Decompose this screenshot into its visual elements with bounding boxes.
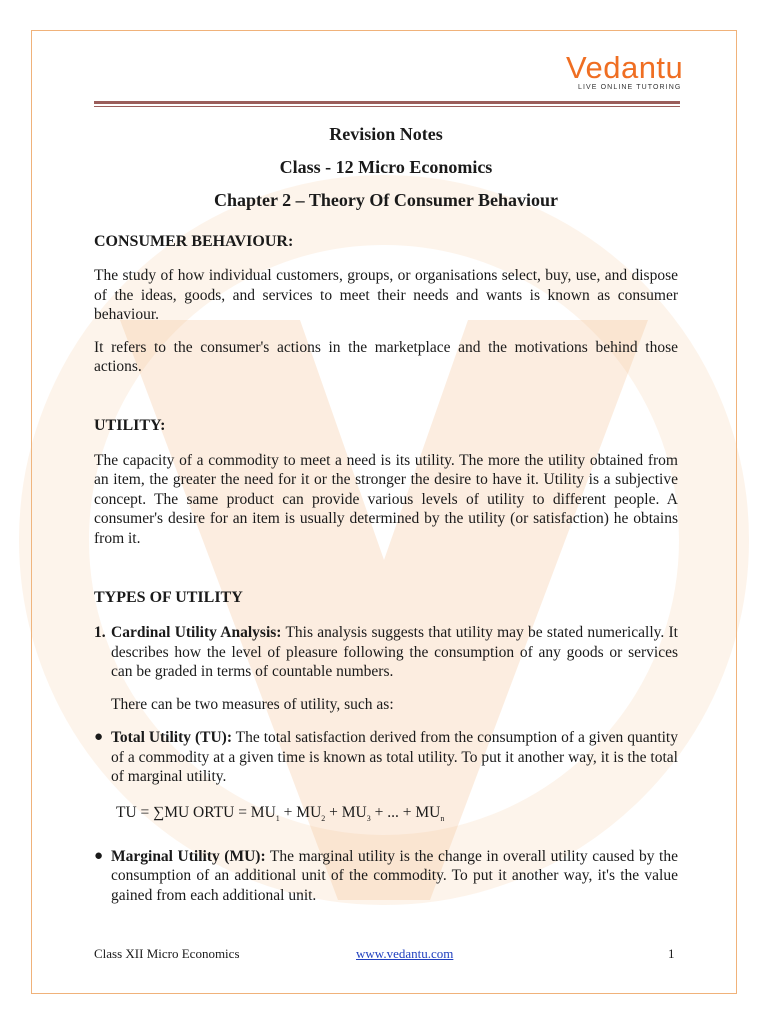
mu-label: Marginal Utility (MU): [111,847,266,865]
footer-link[interactable]: www.vedantu.com [356,946,454,961]
vedantu-logo[interactable] [566,50,686,96]
cardinal-text: This analysis suggests that utility may be stated numerically. It describes how the level of pleasure following the consumption of any goods or services can be graded in terms of countable numbers. [111,624,678,680]
tu-label: Total Utility (TU): [111,729,232,746]
measures-intro: There can be two measures of utility, such as: [111,695,394,713]
doc-chapter: Chapter 2 – Theory Of Consumer Behaviour [213,190,558,210]
doc-class: Class - 12 Micro Economics [279,157,493,177]
page-content [94,118,678,905]
list-number: 1. [94,624,106,641]
bullet-total-utility [94,728,678,787]
mu-text: The marginal utility is the change in overall utility caused by the consumption of an additional unit of the commodity. To put it another way, it's the value gained from each additional unit. [111,847,678,904]
header-rule [94,101,680,104]
bullet-icon: ● [94,847,104,864]
list-item-cardinal [94,623,678,682]
doc-title: Revision Notes [329,124,443,144]
bullet-marginal-utility [94,847,678,906]
heading-consumer-behaviour: CONSUMER BEHAVIOUR: [94,233,294,250]
tu-formula: TU = ∑MU ORTU = $MU_1 + MU_2 + MU_3$ + ... + $MU_n$ [116,803,445,823]
header-rule-thin [94,106,680,107]
heading-types-of-utility: TYPES OF UTILITY [94,589,243,606]
logo-wordmark: Vedantu [566,50,684,85]
bullet-icon: ● [94,729,104,745]
footer-left: Class XII Micro Economics [94,946,240,961]
paragraph-consumer-2: It refers to the consumer's actions in the marketplace and the motivations behind those actions. [94,338,678,375]
logo-tagline: LIVE ONLINE TUTORING [578,84,682,91]
paragraph-consumer-1: The study of how individual customers, groups, or organisations select, buy, use, and dispose of the ideas, goods, and services to meet their needs and wants is known as consumer behaviour. [94,267,678,323]
cardinal-label: Cardinal Utility Analysis: [111,624,282,641]
tu-text: The total satisfaction derived from the consumption of a given quantity of a commodity at a given time is known as total utility. To put it another way, it is the total of marginal utility. [111,729,678,785]
paragraph-utility: The capacity of a commodity to meet a need is its utility. The more the utility obtained from an item, the greater the need for it or the stronger the desire to have it. Utility is a subjective concept. The same product can provide various levels of utility to different people. A consumer's desire for an item is usually determined by the utility (or satisfaction) he obtains from it. [94,451,678,547]
page-number: 1 [668,946,675,961]
heading-utility: UTILITY: [94,416,166,434]
